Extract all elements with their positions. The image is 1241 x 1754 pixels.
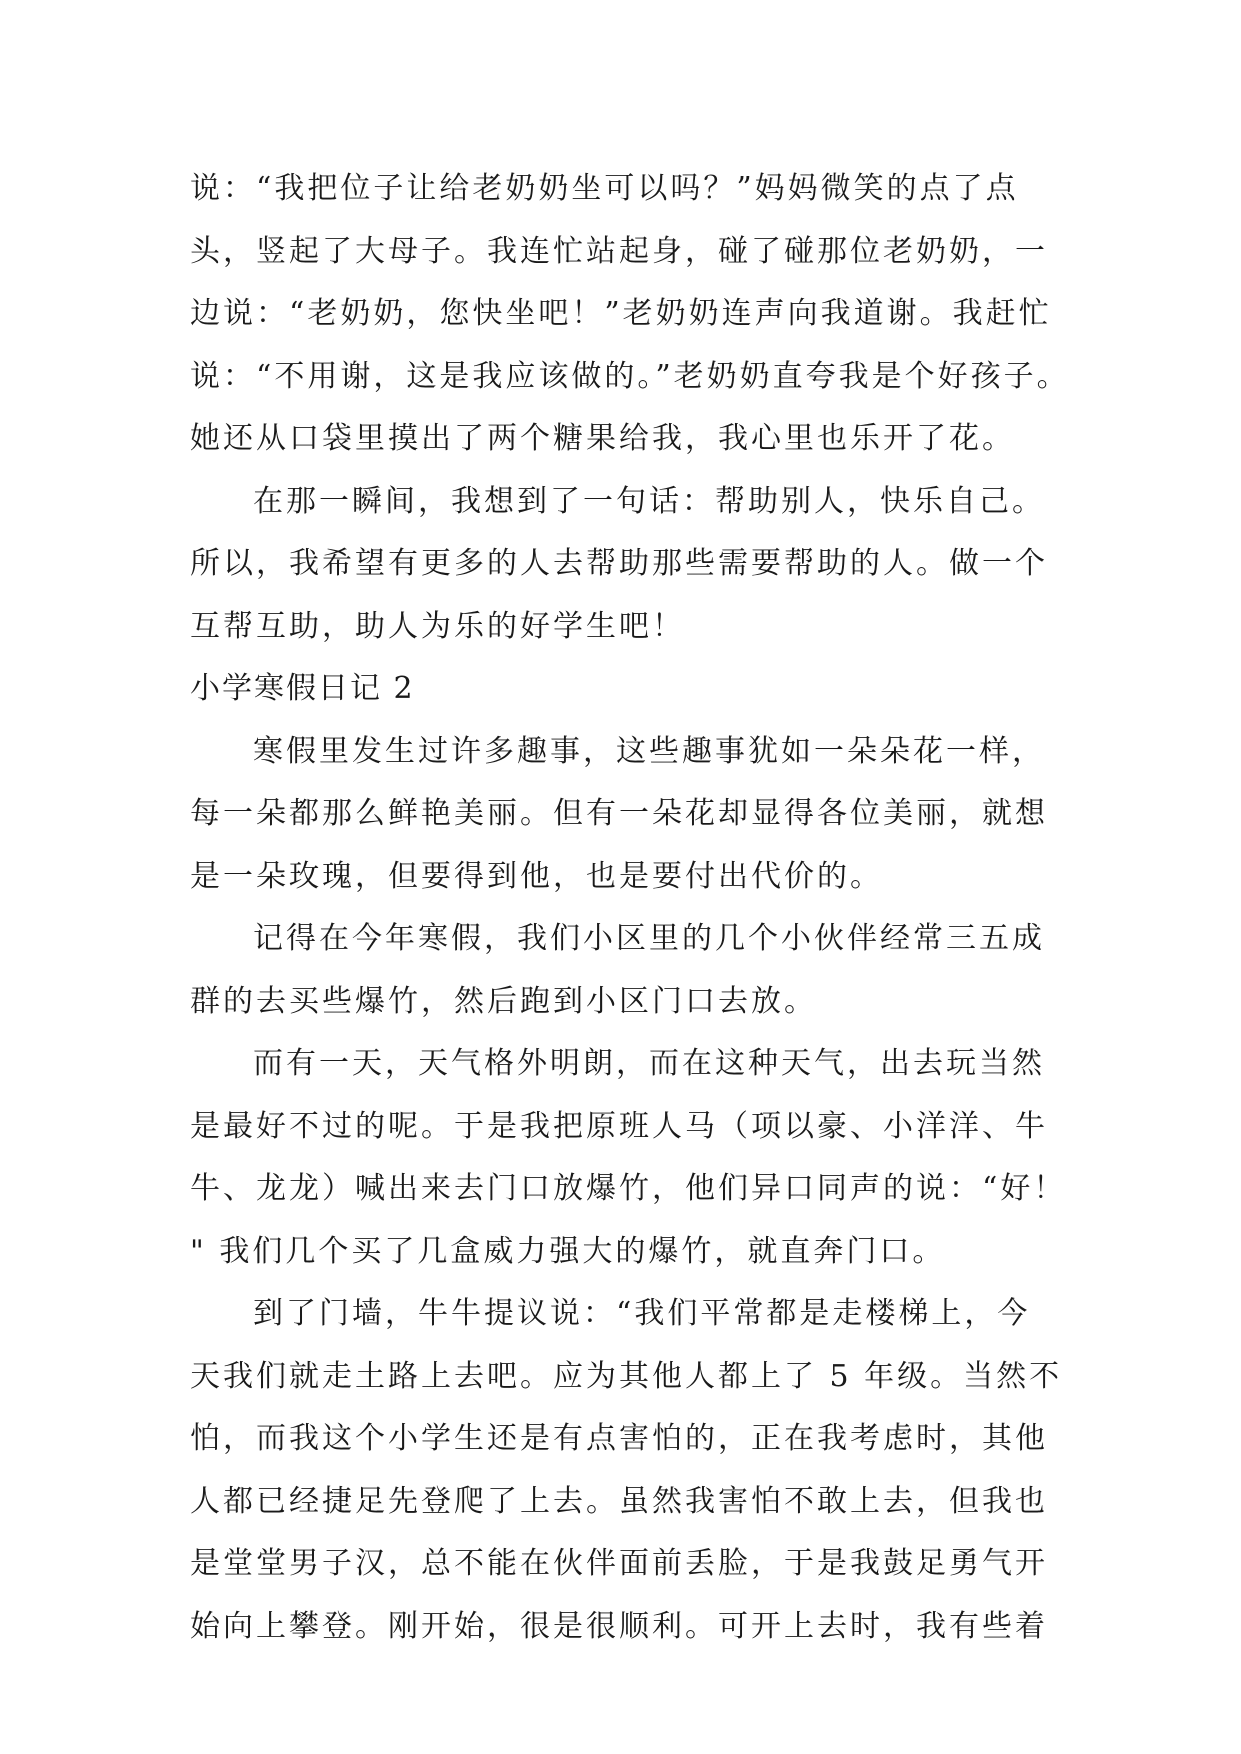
text-line: 是最好不过的呢。于是我把原班人马（项以豪、小洋洋、牛 [190,1108,1048,1144]
text-line: 说：“不用谢，这是我应该做的。”老奶奶直夸我是个好孩子。 [190,358,1070,394]
text-line: 天我们就走土路上去吧。应为其他人都上了 5 年级。当然不 [190,1358,1063,1394]
text-line: 牛、龙龙）喊出来去门口放爆竹，他们异口同声的说：“好！ [190,1171,1067,1206]
paragraph-start-line: 在那一瞬间，我想到了一句话：帮助别人，快乐自己。 [253,483,1045,519]
text-line: 头，竖起了大母子。我连忙站起身，碰了碰那位老奶奶，一 [190,233,1048,269]
document-body [190,158,1070,1658]
text-line: 怕，而我这个小学生还是有点害怕的，正在我考虑时，其他 [190,1421,1048,1456]
paragraph-start-line: 到了门墙，牛牛提议说：“我们平常都是走楼梯上，今 [253,1296,1031,1331]
text-line: " 我们几个买了几盒威力强大的爆竹，就直奔门口。 [190,1233,946,1269]
section-heading: 小学寒假日记 2 [190,671,415,706]
paragraph-start-line: 寒假里发生过许多趣事，这些趣事犹如一朵朵花一样， [253,733,1045,769]
text-line: 互帮互助，助人为乐的好学生吧！ [190,608,685,644]
text-line: 群的去买些爆竹，然后跑到小区门口去放。 [190,983,817,1019]
text-line: 说：“我把位子让给老奶奶坐可以吗？”妈妈微笑的点了点 [190,171,1019,206]
text-line: 是堂堂男子汉，总不能在伙伴面前丢脸，于是我鼓足勇气开 [190,1546,1048,1581]
paragraph-start-line: 而有一天，天气格外明朗，而在这种天气，出去玩当然 [253,1046,1045,1081]
text-line: 所以，我希望有更多的人去帮助那些需要帮助的人。做一个 [190,546,1048,581]
text-line: 人都已经捷足先登爬了上去。虽然我害怕不敢上去，但我也 [190,1483,1048,1519]
paragraph-start-line: 记得在今年寒假，我们小区里的几个小伙伴经常三五成 [253,921,1045,956]
text-line: 是一朵玫瑰，但要得到他，也是要付出代价的。 [190,858,883,894]
text-line: 边说：“老奶奶，您快坐吧！”老奶奶连声向我道谢。我赶忙 [190,296,1052,331]
text-line: 始向上攀登。刚开始，很是很顺利。可开上去时，我有些着 [190,1608,1048,1644]
text-line: 每一朵都那么鲜艳美丽。但有一朵花却显得各位美丽，就想 [190,796,1048,831]
text-line: 她还从口袋里摸出了两个糖果给我，我心里也乐开了花。 [190,421,1015,456]
